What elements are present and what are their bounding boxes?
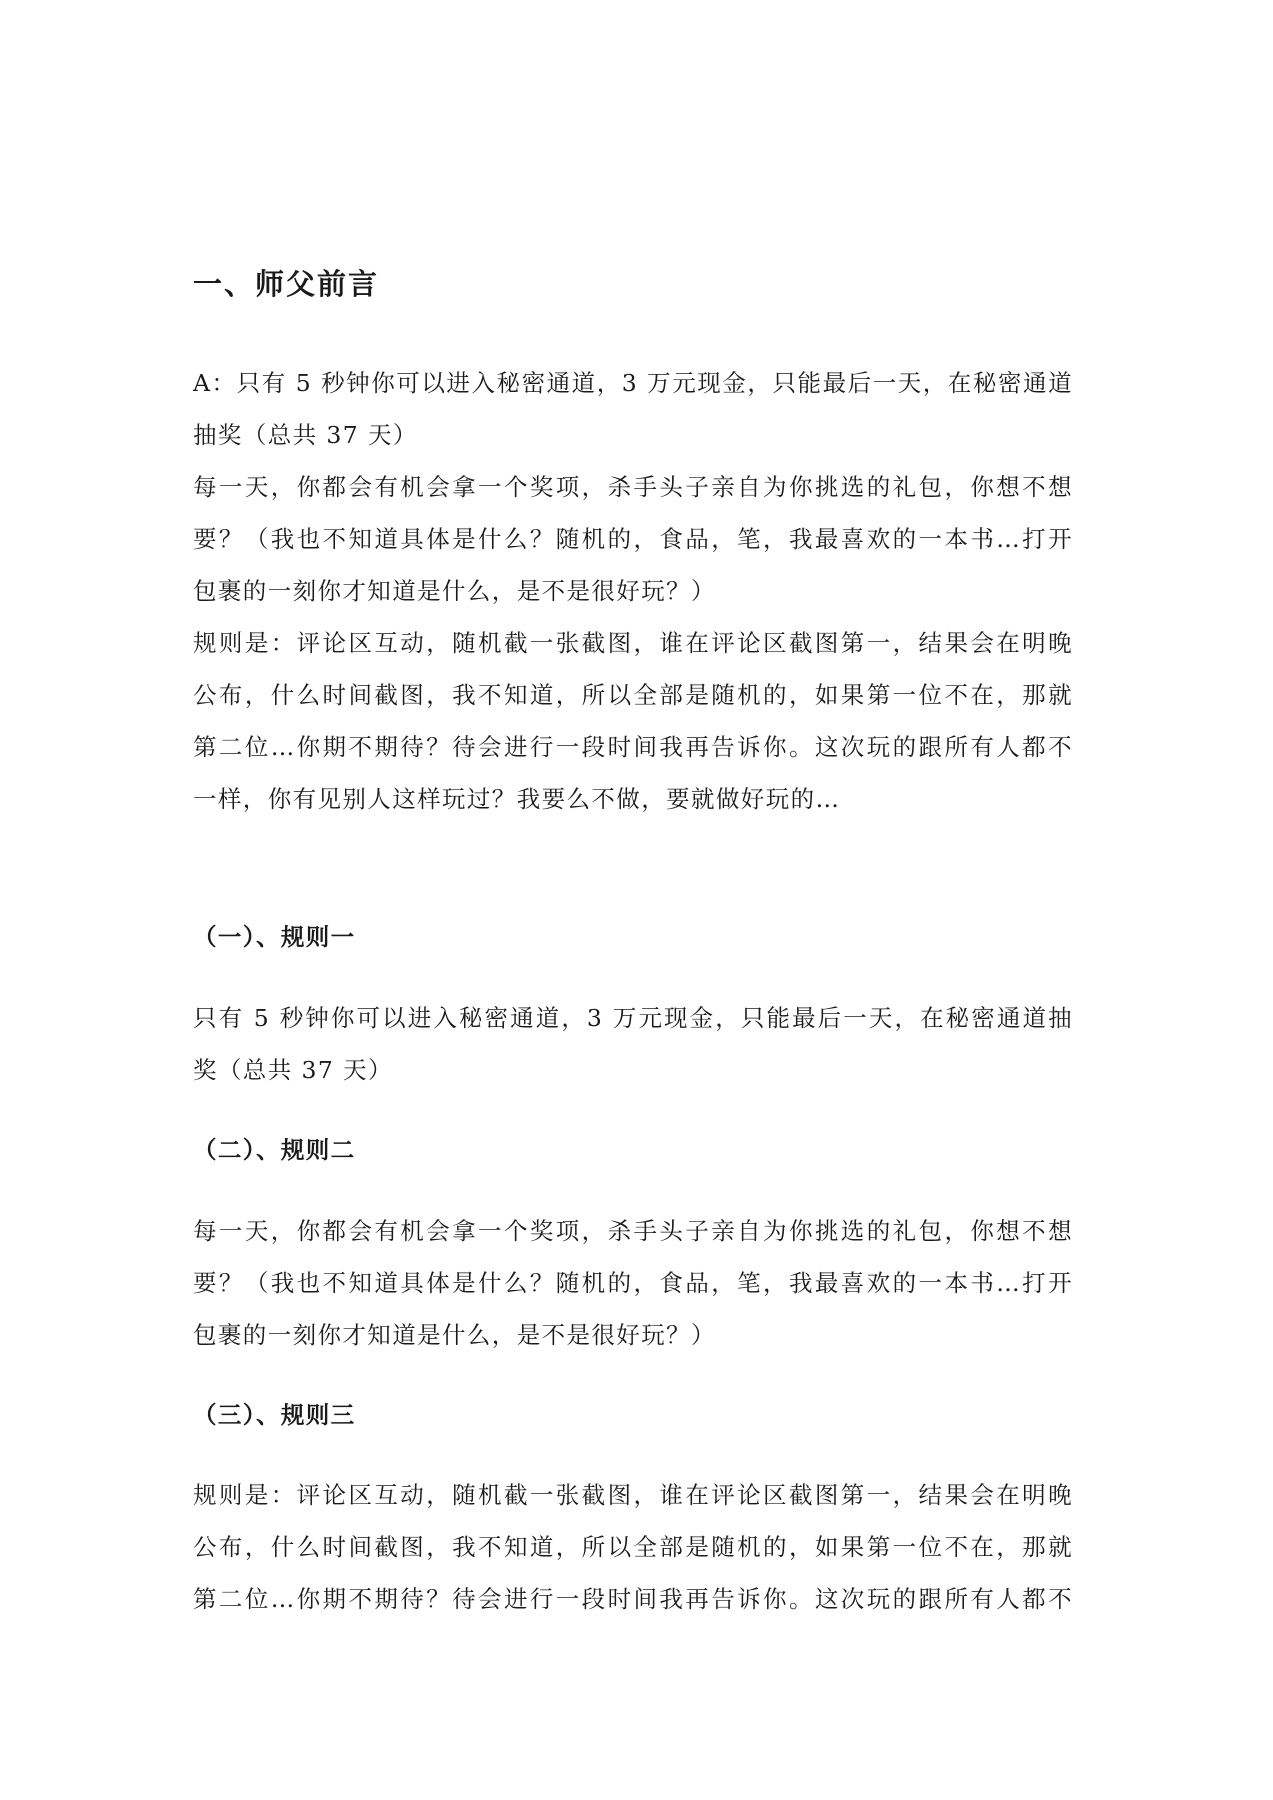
text-line: 抽奖（总共 37 天） [193,421,418,449]
rule1-paragraph [193,992,1073,1096]
intro-paragraph [193,357,1073,825]
text-line: A：只有 5 秒钟你可以进入秘密通道，3 万元现金，只能最后一天，在秘密通道 [193,369,1073,397]
text-line: 包裹的一刻你才知道是什么，是不是很好玩？） [193,577,716,605]
text-line: 规则是：评论区互动，随机截一张截图，谁在评论区截图第一，结果会在明晚 [193,1481,1073,1509]
rule1-title: （一）、规则一 [193,923,356,951]
text-line: 公布，什么时间截图，我不知道，所以全部是随机的，如果第一位不在，那就 [193,1533,1073,1561]
text-line: 奖（总共 37 天） [193,1056,393,1084]
text-line: 公布，什么时间截图，我不知道，所以全部是随机的，如果第一位不在，那就 [193,681,1073,709]
text-line: 第二位…你期不期待？待会进行一段时间我再告诉你。这次玩的跟所有人都不 [193,1585,1073,1613]
text-line: 只有 5 秒钟你可以进入秘密通道，3 万元现金，只能最后一天，在秘密通道抽 [193,1004,1073,1032]
text-line: 规则是：评论区互动，随机截一张截图，谁在评论区截图第一，结果会在明晚 [193,629,1073,657]
rule2-paragraph [193,1205,1073,1361]
section-heading: 一、师父前言 [193,267,380,301]
rule3-paragraph [193,1469,1073,1625]
text-line: 要？（我也不知道具体是什么？随机的，食品，笔，我最喜欢的一本书…打开 [193,525,1073,553]
text-line: 第二位…你期不期待？待会进行一段时间我再告诉你。这次玩的跟所有人都不 [193,733,1073,761]
rule2-title: （二）、规则二 [193,1136,356,1164]
text-line: 要？（我也不知道具体是什么？随机的，食品，笔，我最喜欢的一本书…打开 [193,1269,1073,1297]
text-line: 每一天，你都会有机会拿一个奖项，杀手头子亲自为你挑选的礼包，你想不想 [193,1217,1073,1245]
text-line: 包裹的一刻你才知道是什么，是不是很好玩？） [193,1321,716,1349]
text-line: 每一天，你都会有机会拿一个奖项，杀手头子亲自为你挑选的礼包，你想不想 [193,473,1073,501]
rule3-title: （三）、规则三 [193,1401,356,1429]
text-line: 一样，你有见别人这样玩过？我要么不做，要就做好玩的… [193,785,841,813]
